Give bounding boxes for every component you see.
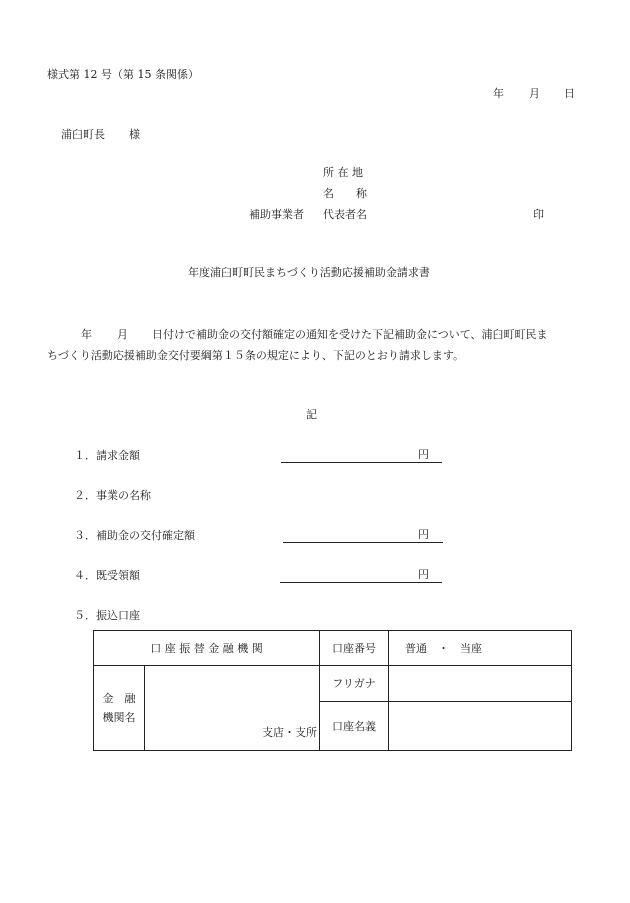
applicant-role-label: 補助事業者	[249, 208, 304, 221]
bank-name-label-line1: 金 融	[102, 692, 136, 706]
body-year: 年	[81, 328, 92, 341]
name-label: 名 称	[323, 187, 367, 200]
ki-heading: 記	[306, 408, 317, 421]
account-type-options: 普通 ・ 当座	[389, 631, 572, 666]
account-name-label: 口座名義	[320, 701, 389, 750]
item-bank-account: ５．振込口座	[74, 609, 140, 622]
date-month-label: 月	[529, 87, 540, 100]
seal-mark: 印	[533, 208, 544, 221]
date-year-label: 年	[493, 87, 504, 100]
bank-account-table	[93, 630, 572, 751]
account-name-value	[389, 701, 572, 750]
item-received-amount-unit: 円	[418, 568, 429, 581]
item-project-name: ２．事業の名称	[74, 489, 151, 502]
furigana-value	[389, 666, 572, 701]
representative-label: 代表者名	[323, 208, 367, 221]
item-request-amount-unit: 円	[418, 448, 429, 461]
document-title: 年度浦臼町町民まちづくり活動応援補助金請求書	[188, 266, 430, 279]
date-day-label: 日	[564, 87, 575, 100]
item-confirmed-amount: ３．補助金の交付確定額	[74, 529, 195, 542]
confirmed-amount-underline	[283, 542, 443, 543]
location-label: 所 在 地	[323, 166, 363, 179]
item-confirmed-amount-unit: 円	[418, 528, 429, 541]
branch-label: 支店・支所	[262, 726, 318, 739]
furigana-label: フリガナ	[320, 666, 389, 701]
form-number: 様式第 12 号（第 15 条関係）	[47, 68, 199, 81]
item-received-amount: ４．既受領額	[74, 569, 140, 582]
bank-name-label	[94, 666, 145, 751]
bank-name-label-line2: 機関名	[102, 711, 136, 725]
institution-header: 口 座 振 替 金 融 機 関	[94, 631, 320, 666]
body-line1: 日付けで補助金の交付額確定の通知を受けた下記補助金について、浦臼町町民ま	[152, 328, 548, 341]
addressee-honorific: 様	[129, 128, 140, 141]
account-number-label: 口座番号	[320, 631, 389, 666]
item-request-amount: １．請求金額	[74, 449, 140, 462]
received-amount-underline	[280, 582, 442, 583]
body-month: 月	[117, 328, 128, 341]
body-line2: ちづくり活動応援補助金交付要綱第１５条の規定により、下記のとおり請求します。	[47, 349, 465, 362]
bank-name-cell	[145, 666, 320, 751]
request-amount-underline	[281, 462, 442, 463]
addressee-name: 浦臼町長	[61, 128, 105, 141]
